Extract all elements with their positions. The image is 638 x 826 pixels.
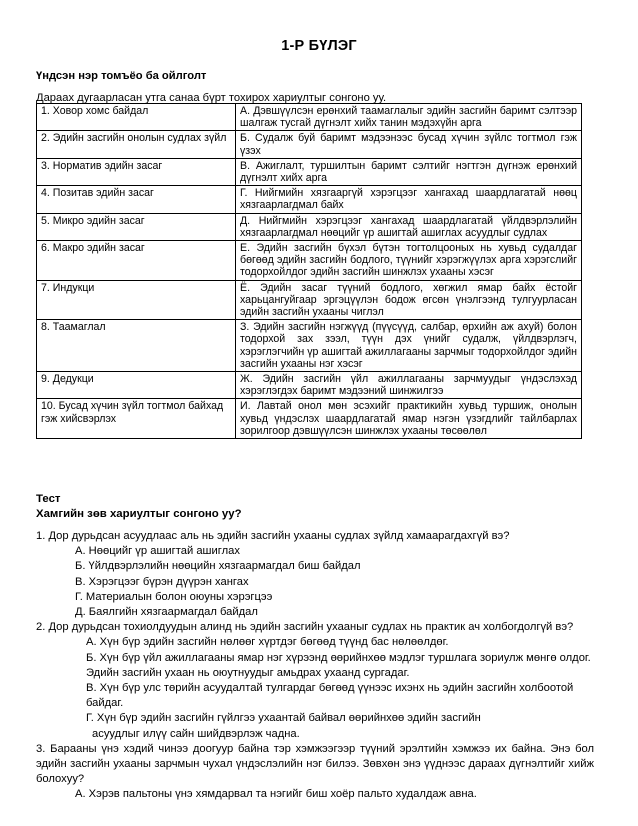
matching-row [37, 186, 582, 213]
question-1-option: В. Хэрэгцээг бүрэн дүүрэн хангах [75, 575, 249, 588]
matching-definition: В. Ажиглалт, туршилтын баримт сэлтийг нэгтгэн дүгнэж ерөнхий дүгнэлт хийх арга [236, 158, 582, 185]
question-1-option: А. Нөөцийг үр ашигтай ашиглах [75, 545, 240, 558]
matching-definition: З. Эдийн засгийн нэгжүүд (пүүсүүд, салбар, өрхийн аж ахуй) болон тодорхой зах зээл, түүн дэх үнийг судалж, үйлдвэрлэгч, хэрэглэгчийн үр ашигтай ажиллагааны зарчмыг тодорхойлдог эдийн засгийн ухааны нэг хэсэг [236, 320, 582, 372]
matching-row [37, 372, 582, 399]
question-2: 2. Дор дурьдсан тохиолдуудын алинд нь эдийн засгийн ухааныг судлах нь практик ач холбогдолгүй вэ? [36, 621, 574, 634]
matching-definition: Е. Эдийн засгийн бүхэл бүтэн тогтолцооных нь хувьд судалдаг бөгөөд эдийн засгийн бодлого, түүнийг хэрэгжүүлэх арга хэрэгслийг тодорхойлдог эдийн засгийн шинжлэх ухааны хэсэг [236, 241, 582, 281]
question-2-option-b: Б. Хүн бүр үйл ажиллагааны ямар нэг хүрээнд өөрийнхөө мэдлэг туршлага зориулж мөнгө олдог. Эдийн засгийн ухаан нь оюутнуудыг амьдрах ухаанд сургадаг. [86, 651, 591, 679]
matching-definition: Г. Нийгмийн хязгааргүй хэрэгцээг хангахад шаардлагатай нөөц хязгаарлагдмал байх [236, 186, 582, 213]
matching-row [37, 399, 582, 439]
matching-term: 1. Ховор хомс байдал [37, 104, 236, 131]
question-2-option-a: А. Хүн бүр эдийн засгийн нөлөөг хүртдэг бөгөөд түүнд бас нөлөөлдөг. [86, 636, 449, 649]
matching-row [37, 213, 582, 240]
section-subtitle: Үндсэн нэр томъёо ба ойлголт [36, 70, 207, 82]
chapter-title: 1-Р БҮЛЭГ [281, 38, 357, 54]
matching-row [37, 320, 582, 372]
matching-term: 2. Эдийн засгийн онолын судлах зүйл [37, 131, 236, 158]
matching-definition: Д. Нийгмийн хэрэгцээг хангахад шаардлагатай үйлдвэрлэлийн хязгаарлагдмал нөөцийг үр ашигтай ашиглах асуудлыг судлах [236, 213, 582, 240]
matching-term: 4. Позитав эдийн засаг [37, 186, 236, 213]
matching-term: 6. Макро эдийн засаг [37, 241, 236, 281]
question-1-options [36, 544, 594, 620]
question-1-option: Б. Үйлдвэрлэлийн нөөцийн хязгаармагдал биш байдал [75, 560, 361, 573]
matching-term: 3. Норматив эдийн засаг [37, 158, 236, 185]
questions-block [36, 529, 594, 803]
question-1-option: Г. Материалын болон оюуны хэрэгцээ [75, 590, 273, 603]
question-2-option-d: Г. Хүн бүр эдийн засгийн гүйлгээ ухаантай байвал өөрийнхөө эдийн засгийн асуудлыг илүү сайн шийдвэрлэж чадна. [86, 712, 481, 740]
matching-definition: Б. Судалж буй баримт мэдээнээс бусад хүчин зүйлс тогтмол гэж үзэх [236, 131, 582, 158]
test-heading: Тест [36, 493, 61, 505]
matching-definition: А. Дэвшүүлсэн ерөнхий таамаглалыг эдийн засгийн баримт сэлтээр шалгаж тусгай дүгнэлт хийх танин мэдэхүйн арга [236, 104, 582, 131]
matching-term: 7. Индукци [37, 280, 236, 320]
test-subheading: Хамгийн зөв хариултыг сонгоно уу? [36, 508, 242, 520]
question-3: 3. Барааны үнэ хэдий чинээ доогуур байна тэр хэмжээгээр түүний эрэлтийн хэмжээ их байна. Энэ бол эдийн засгийн ухааны зарчмын чухал үндэслэлийн нэг билээ. Зөвхөн энэ үүднээс дараах дүгнэлтийг хийж болохуу? [36, 742, 594, 786]
matching-instruction: Дараах дугаарласан утга санаа бүрт тохирох хариултыг сонгоно уу. [36, 92, 387, 104]
matching-row [37, 131, 582, 158]
question-1: 1. Дор дурьдсан асуудлаас аль нь эдийн засгийн ухааны судлах зүйлд хамаарагдахгүй вэ? [36, 530, 510, 542]
matching-definition: И. Лавтай онол мөн эсэхийг практикийн хувьд туршиж, онолын хувьд үндэслэх шаардлагатай ямар нэгэн үзэгдлийг тайлбарлах зорилгоор дэвшүүлсэн шинжлэх ухааны төсөөлөл [236, 399, 582, 439]
matching-table [36, 103, 582, 439]
matching-term: 5. Микро эдийн засаг [37, 213, 236, 240]
question-1-option: Д. Баялгийн хязгаармагдал байдал [75, 606, 258, 619]
matching-definition: Ж. Эдийн засгийн үйл ажиллагааны зарчмуудыг үндэслэхэд хэрэглэгдэх баримт мэдээний шинжилгээ [236, 372, 582, 399]
question-3-option-a: А. Хэрэв пальтоны үнэ хямдарвал та нэгийг биш хоёр пальто худалдаж авна. [75, 788, 477, 801]
question-2-option-c: В. Хүн бүр улс төрийн асуудалтай тулгардаг бөгөөд үүнээс ихэнх нь эдийн засгийн холбоотой байдаг. [86, 682, 574, 710]
matching-row [37, 104, 582, 131]
matching-term: 8. Таамаглал [37, 320, 236, 372]
matching-row [37, 280, 582, 320]
matching-term: 10. Бусад хүчин зүйл тогтмол байхад гэж хийсвэрлэх [37, 399, 236, 439]
matching-term: 9. Дедукци [37, 372, 236, 399]
matching-definition: Ё. Эдийн засаг түүний бодлого, хөгжил ямар байх ёстойг харьцангуйгаар эргэцүүлэн бодож өгсөн үнэлгээнд тулгуурласан эдийн засгийн ухааны чиглэл [236, 280, 582, 320]
matching-row [37, 241, 582, 281]
matching-row [37, 158, 582, 185]
test-heading-block [36, 492, 242, 522]
